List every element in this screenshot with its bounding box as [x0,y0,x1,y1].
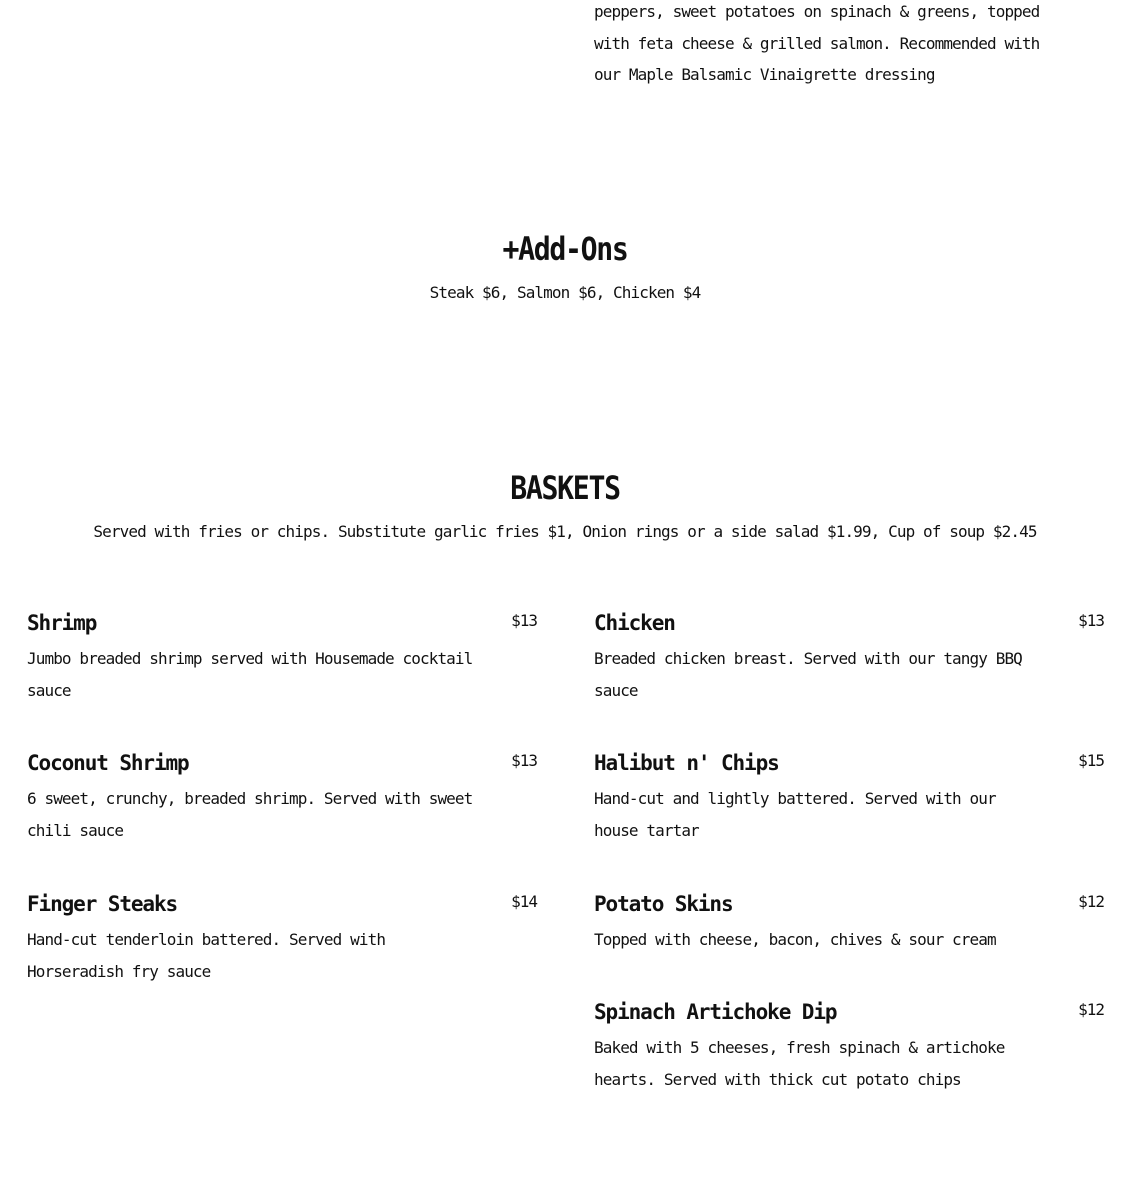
item-name: Potato Skins [594,892,733,916]
item-name: Chicken [594,611,675,635]
item-name: Shrimp [27,611,97,635]
item-price: $13 [511,751,537,770]
addons-list: Steak $6, Salmon $6, Chicken $4 [429,283,701,302]
item-name: Finger Steaks [27,892,178,916]
item-price: $12 [1078,892,1104,911]
item-description: Baked with 5 cheeses, fresh spinach & artichoke hearts. Served with thick cut potato chips [594,1038,1005,1089]
item-description: Jumbo breaded shrimp served with Housemade cocktail sauce [27,649,473,700]
item-price: $12 [1078,1000,1104,1019]
baskets-subtitle: Served with fries or chips. Substitute garlic fries $1, Onion rings or a side salad $1.99, Cup of soup $2.45 [93,522,1037,541]
item-price: $13 [511,611,537,630]
item-description: Breaded chicken breast. Served with our tangy BBQ sauce [594,649,1022,700]
item-name: Coconut Shrimp [27,751,189,775]
item-price: $14 [511,892,537,911]
item-description: Hand-cut and lightly battered. Served with our house tartar [594,789,996,840]
salad-description: peppers, sweet potatoes on spinach & greens, topped with feta cheese & grilled salmon. Recommended with our Maple Balsamic Vinaigrette dressing [594,2,1040,84]
item-name: Halibut n' Chips [594,751,779,775]
item-description: 6 sweet, crunchy, breaded shrimp. Served with sweet chili sauce [27,789,473,840]
addons-title: +Add-Ons [502,230,628,268]
item-description: Hand-cut tenderloin battered. Served with Horseradish fry sauce [27,930,386,981]
item-description: Topped with cheese, bacon, chives & sour cream [594,930,996,949]
item-name: Spinach Artichoke Dip [594,1000,837,1024]
item-price: $13 [1078,611,1104,630]
item-price: $15 [1078,751,1104,770]
baskets-title: BASKETS [510,469,620,507]
